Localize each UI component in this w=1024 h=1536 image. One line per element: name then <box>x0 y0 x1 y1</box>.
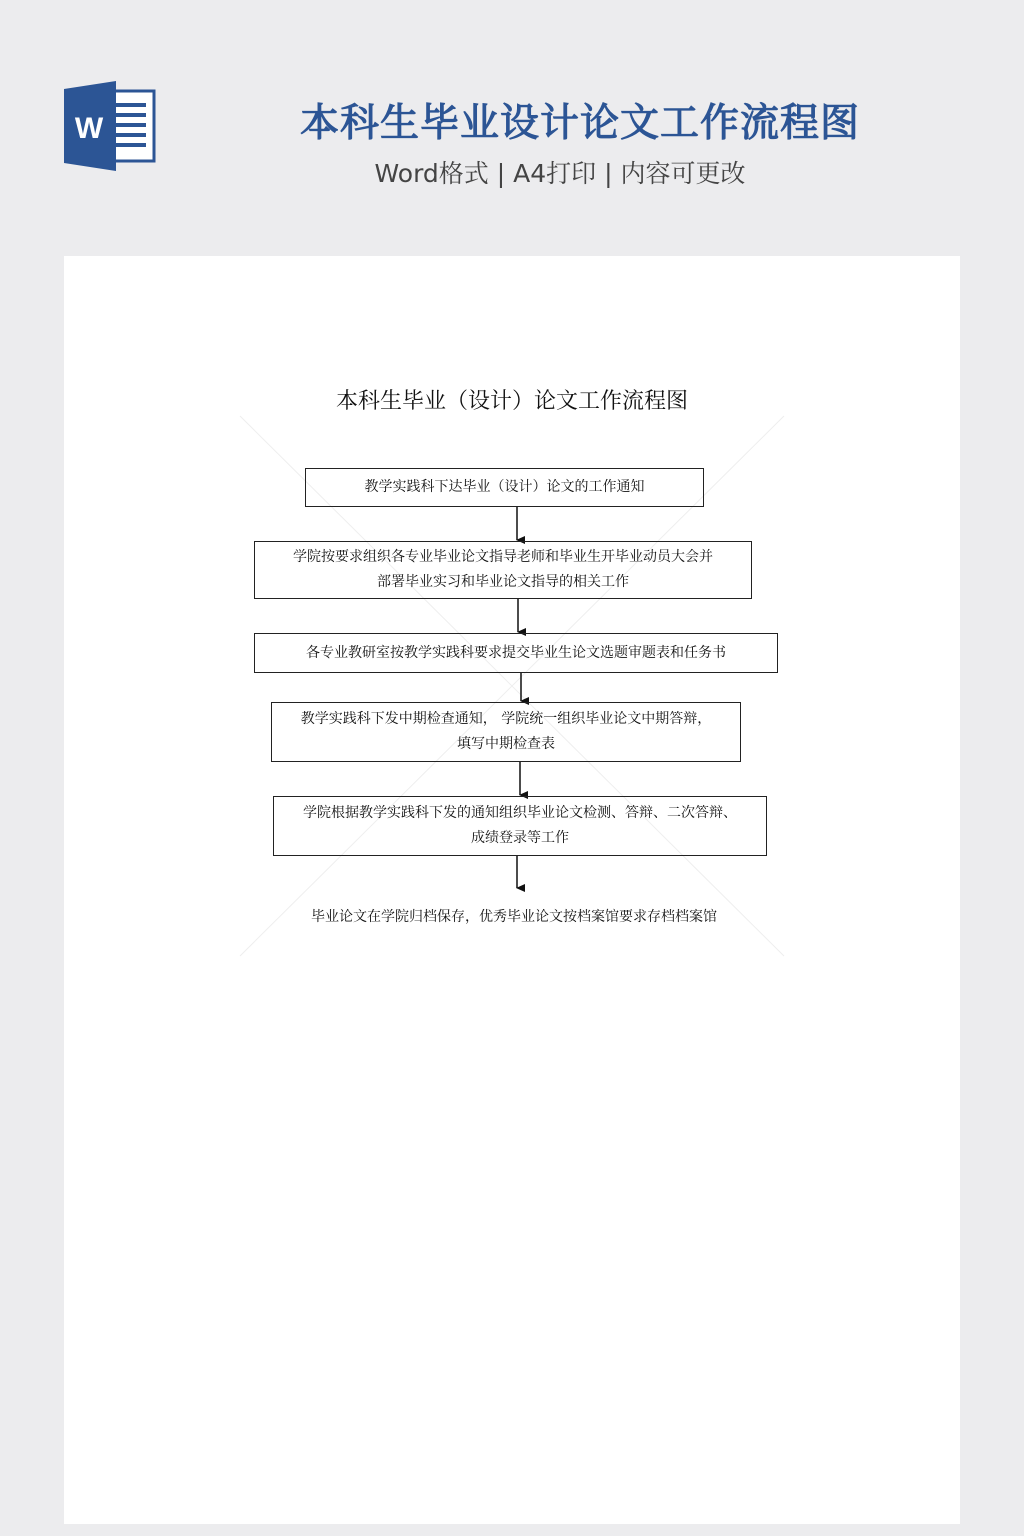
flow-step-3-text: 各专业教研室按教学实践科要求提交毕业生论文选题审题表和任务书 <box>306 644 726 661</box>
flow-step-2-text: 学院按要求组织各专业毕业论文指导老师和毕业生开毕业动员大会并 部署毕业实习和毕业论文指导的相关工作 <box>293 549 713 590</box>
flow-step-2 <box>254 541 752 599</box>
flow-step-4-text: 教学实践科下发中期检查通知， 学院统一组织毕业论文中期答辩， 填写中期检查表 <box>300 711 712 752</box>
document-title: 本科生毕业（设计）论文工作流程图 <box>335 389 688 414</box>
word-document-icon <box>64 81 156 171</box>
flow-step-5 <box>273 796 767 856</box>
flow-step-1-text: 教学实践科下达毕业（设计）论文的工作通知 <box>364 479 645 495</box>
flow-step-5-text: 学院根据教学实践科下发的通知组织毕业论文检测、答辩、二次答辩、 成绩登录等工作 <box>303 805 737 846</box>
flowchart-connectors <box>64 256 960 1524</box>
document-page <box>64 256 960 1524</box>
logo-letter: W <box>74 112 104 145</box>
flow-step-4 <box>271 702 741 762</box>
flow-final-step: 毕业论文在学院归档保存，优秀毕业论文按档案馆要求存档档案馆 <box>311 909 717 925</box>
page-title: 本科生毕业设计论文工作流程图 <box>299 101 860 146</box>
flow-step-1 <box>305 468 704 507</box>
page-subtitle: Word格式 | A4打印 | 内容可更改 <box>374 159 746 188</box>
flow-step-3 <box>254 633 778 673</box>
